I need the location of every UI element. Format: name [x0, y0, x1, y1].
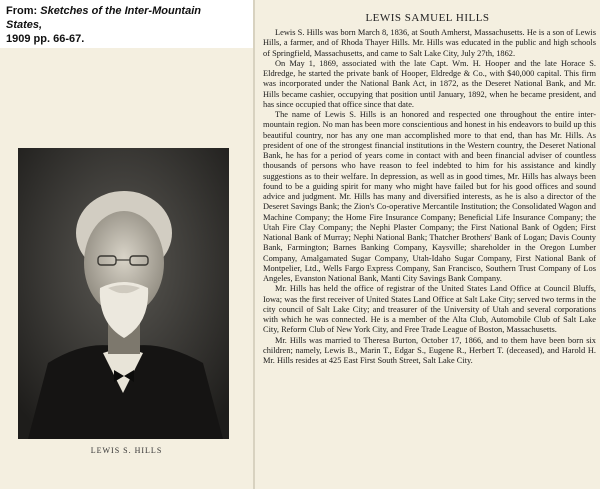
- portrait-illustration: [18, 148, 229, 439]
- right-page: [255, 0, 600, 489]
- source-pages: 1909 pp. 66-67.: [6, 33, 85, 45]
- paragraph-5: Mr. Hills was married to Theresa Burton, October 17, 1866, and to them have been born six children; namely, Lewis B., Marin T., Edgar S., Eugene R., Herbert T. (deceased), and Harold H. Mr. Hills resides at 425 East First South Street, Salt Lake City.: [263, 335, 596, 365]
- paragraph-4: Mr. Hills has held the office of registrar of the United States Land Office at Council Bluffs, Iowa; was the first receiver of United States Land Office at Salt Lake City; served two terms in the city council of Salt Lake City; and treasurer of the University of Utah and several corporations with which he was connected. He is a member of the Alta Club, Automobile Club of Salt Lake City, Reform Club of New York City, and Free Trade League of Boston, Massachusetts.: [263, 284, 596, 335]
- paragraph-1: Lewis S. Hills was born March 8, 1836, at South Amherst, Massachusetts. He is a son of Lewis Hills, a farmer, and of Rhoda Thayer Hills. Mr. Hills was educated in the public and high schools of Springfield, Massachusetts, and came to Salt Lake City, July 27th, 1862.: [263, 28, 596, 58]
- paragraph-3: The name of Lewis S. Hills is an honored and respected one throughout the entire inter-mountain region. No man has been more conscientious and honest in his endeavors to build up this beautiful country, nor has any one man accomplished more to that end, than has Mr. Hills. As president of one of the strongest financial institutions in the Western country, the Deseret National Bank, he has for a period of years come in contact with and been financial adviser of countless thousands of persons who have reason to feel indebted to him for his assistance and kindly suggestions as to their welfare. In depression, as well as in good times, Mr. Hills has always been found to be a guiding spirit for many who might have failed but for his good offices and sound advice and judgment. Mr. Hills has many and diversified interests, as he is also a director of the Deseret Savings Bank; the Zion's Co-operative Mercantile Institution; the Consolidated Wagon and Machine Company; the Home Fire Insurance Company; Beneficial Life Insurance Company; the Utah Fire Clay Company; the Nephi Plaster Company; the First National Bank of Ogden; First National Bank of Murray; Nephi National Bank; Thatcher Brothers' Bank of Logan; Davis County Bank, Farmington; Barnes Banking Company, Kaysville; shareholder in the Oregon Lumber Company, Amalgamated Sugar Company, Utah-Idaho Sugar Company, First National Bank of Montpelier, Ltd., Wells Fargo Express Company, San Francisco, Southern Trust Company of Los Angeles, Evanston National Bank, Manti City Savings Bank Company.: [263, 110, 596, 283]
- source-prefix: From:: [6, 5, 38, 17]
- article-body: [263, 28, 596, 366]
- article-title: LEWIS SAMUEL HILLS: [365, 12, 490, 24]
- left-page: [0, 48, 253, 489]
- source-title: Sketches of the Inter-Mountain States,: [6, 5, 201, 31]
- paragraph-2: On May 1, 1869, associated with the late Capt. Wm. H. Hooper and the late Horace S. Eldredge, he started the private bank of Hooper, Eldredge & Co., with $40,000 capital. This firm was incorporated under the National Bank Act, in 1872, as the Deseret National Bank, and Mr. Hills became cashier, occupying that position until January, 1892, when he became president, and has since occupied that office since that date.: [263, 58, 596, 109]
- source-citation: [6, 4, 236, 46]
- portrait-caption: LEWIS S. HILLS: [90, 446, 163, 455]
- portrait-photo: [18, 148, 229, 439]
